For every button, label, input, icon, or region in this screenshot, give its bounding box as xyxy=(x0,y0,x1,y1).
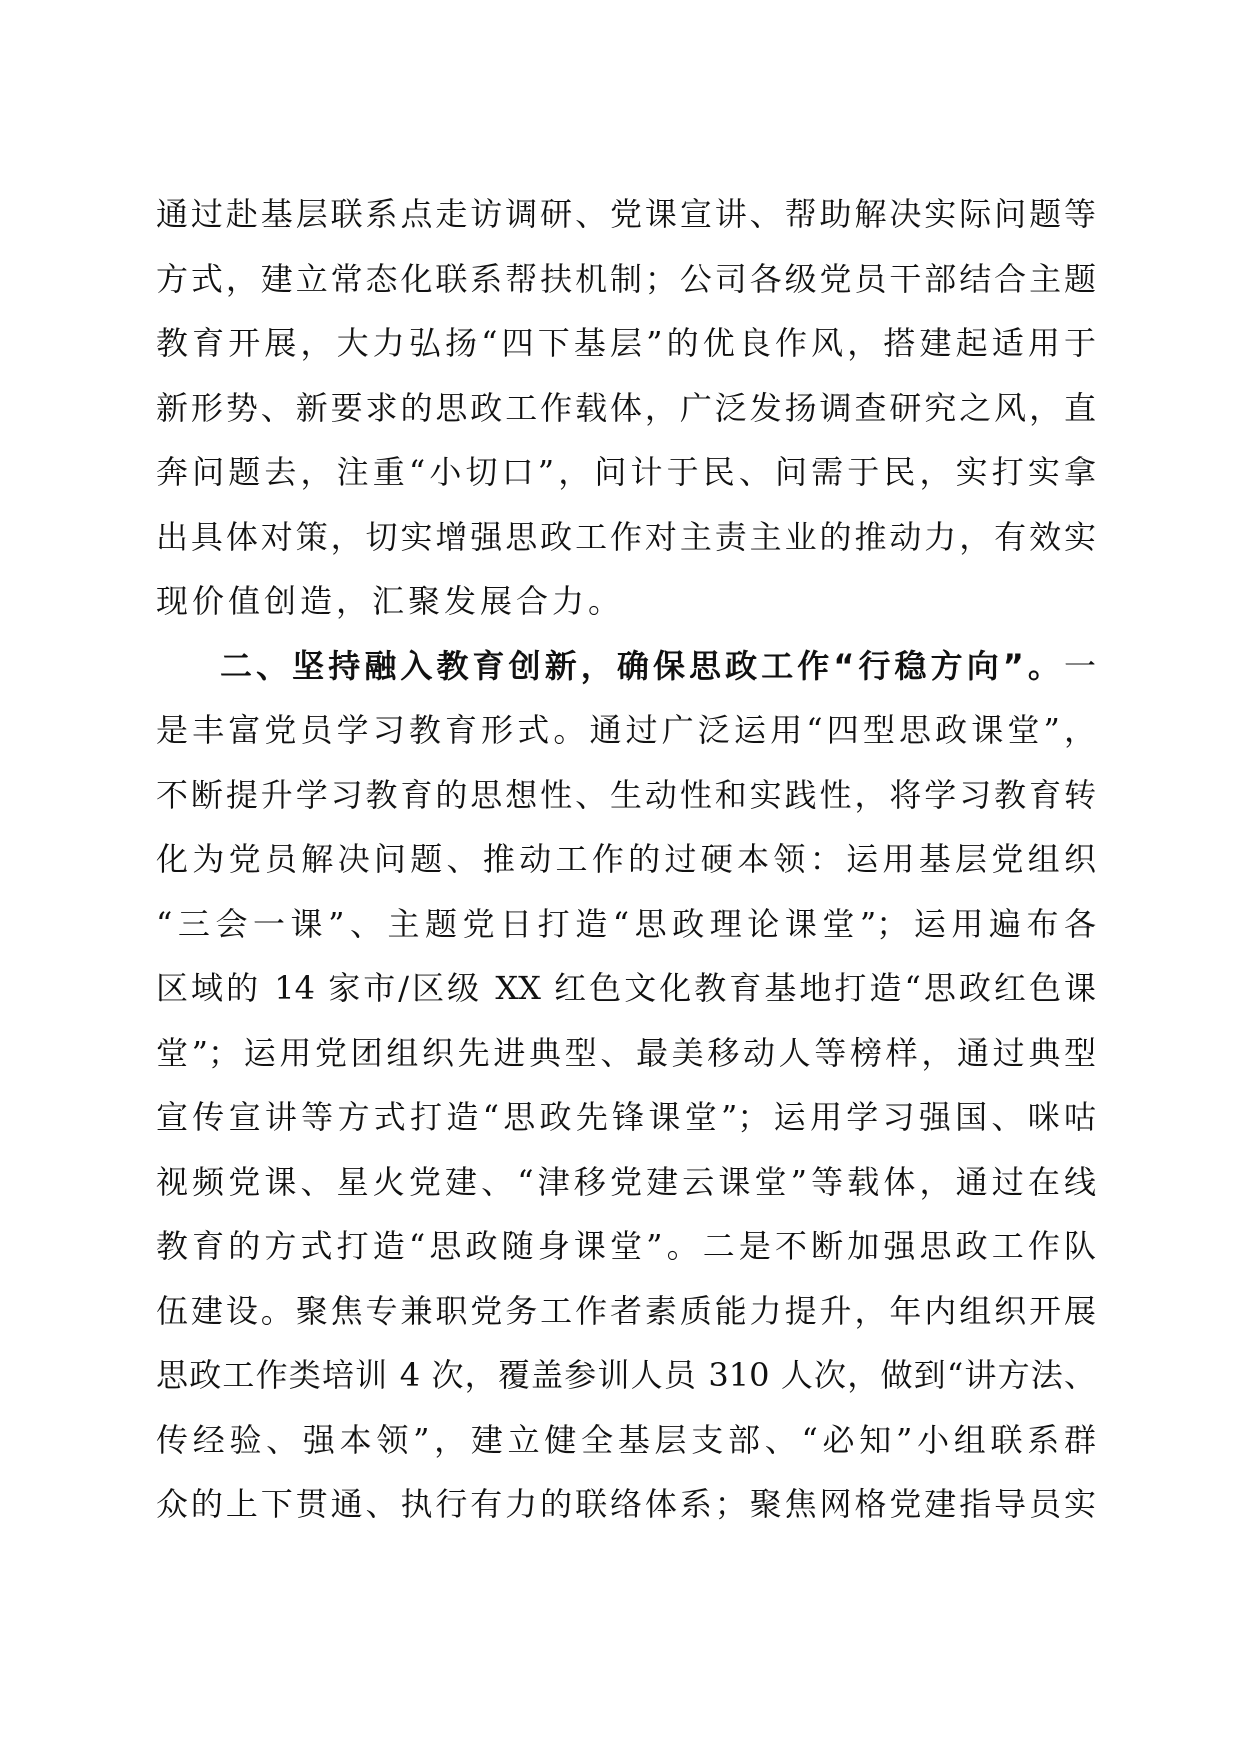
body-line: 方式，建立常态化联系帮扶机制；公司各级党员干部结合主题 xyxy=(156,259,1096,298)
body-line: 现价值创造，汇聚发展合力。 xyxy=(156,582,625,620)
section-heading-line xyxy=(156,634,1096,699)
document-body xyxy=(156,182,1096,1537)
body-line: 区域的 14 家市/区级 XX 红色文化教育基地打造“思政红色课 xyxy=(156,969,1096,1007)
body-line: 化为党员解决问题、推动工作的过硬本领：运用基层党组织 xyxy=(156,840,1096,878)
body-line: 众的上下贯通、执行有力的联络体系；聚焦网格党建指导员实 xyxy=(156,1485,1096,1523)
body-line: 是丰富党员学习教育形式。通过广泛运用“四型思政课堂”， xyxy=(156,711,1096,749)
body-line: 教育的方式打造“思政随身课堂”。二是不断加强思政工作队 xyxy=(156,1227,1096,1265)
body-line: 不断提升学习教育的思想性、生动性和实践性，将学习教育转 xyxy=(156,775,1096,814)
body-line: 出具体对策，切实增强思政工作对主责主业的推动力，有效实 xyxy=(156,517,1096,556)
body-line: 思政工作类培训 4 次，覆盖参训人员 310 人次，做到“讲方法、 xyxy=(156,1356,1096,1394)
body-line: “三会一课”、主题党日打造“思政理论课堂”；运用遍布各 xyxy=(156,904,1096,943)
body-line: 视频党课、星火党建、“津移党建云课堂”等载体，通过在线 xyxy=(156,1162,1096,1201)
heading-tail-text: 一 xyxy=(1063,646,1096,685)
body-line: 通过赴基层联系点走访调研、党课宣讲、帮助解决实际问题等 xyxy=(156,195,1096,233)
body-line: 堂”；运用党团组织先进典型、最美移动人等榜样，通过典型 xyxy=(156,1033,1096,1072)
section-heading: 二、坚持融入教育创新，确保思政工作“行稳方向”。 xyxy=(220,646,1064,685)
body-line: 伍建设。聚焦专兼职党务工作者素质能力提升，年内组织开展 xyxy=(156,1291,1096,1330)
body-line: 宣传宣讲等方式打造“思政先锋课堂”；运用学习强国、咪咕 xyxy=(156,1098,1096,1136)
body-line: 奔问题去，注重“小切口”，问计于民、问需于民，实打实拿 xyxy=(156,453,1096,491)
body-line: 教育开展，大力弘扬“四下基层”的优良作风，搭建起适用于 xyxy=(156,324,1096,362)
body-line: 新形势、新要求的思政工作载体，广泛发扬调查研究之风，直 xyxy=(156,388,1096,427)
body-line: 传经验、强本领”，建立健全基层支部、“必知”小组联系群 xyxy=(156,1420,1096,1459)
